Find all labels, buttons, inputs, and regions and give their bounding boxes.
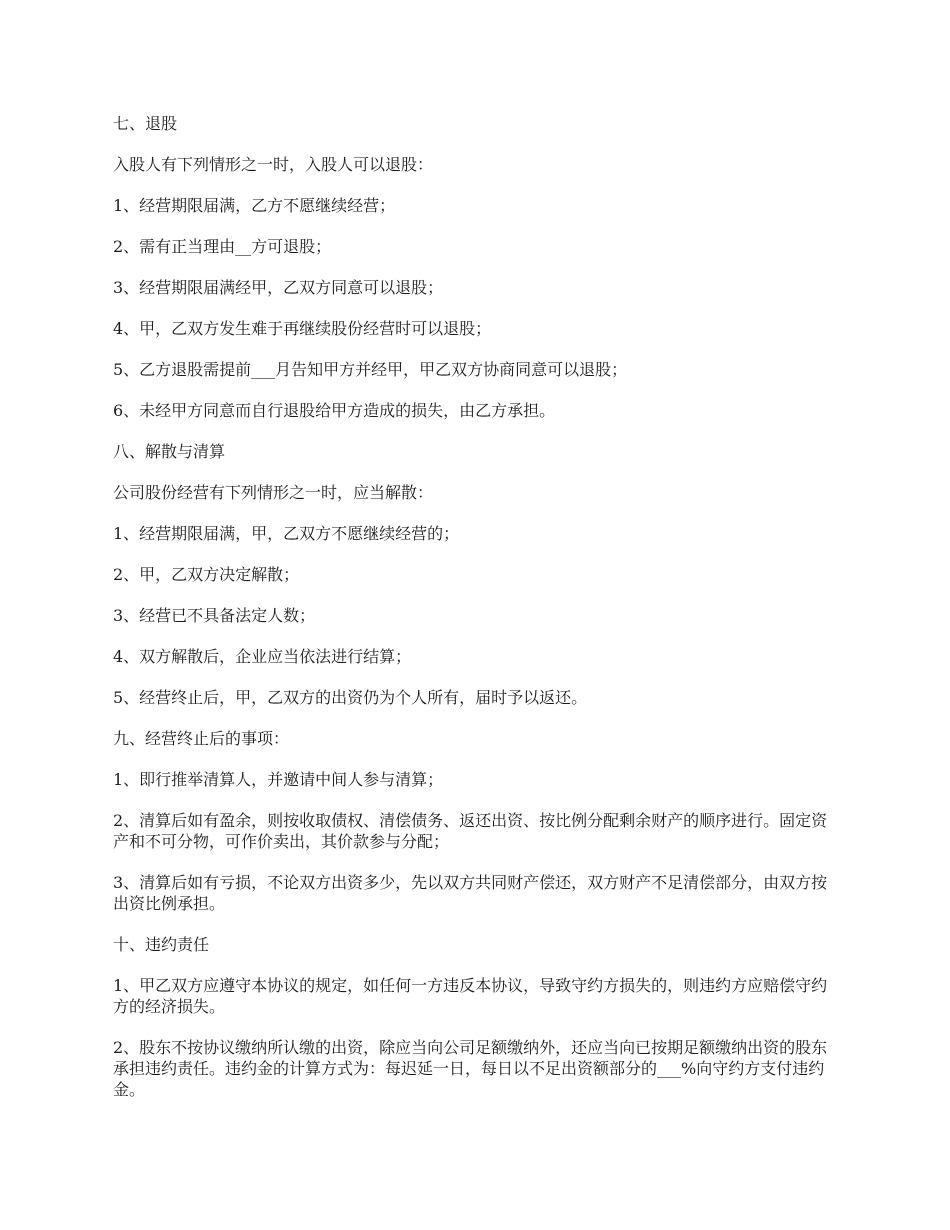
list-item: 2、甲，乙双方决定解散； [113, 565, 300, 584]
list-item: 3、经营期限届满经甲，乙双方同意可以退股； [113, 278, 444, 297]
section-heading-withdrawal: 七、退股 [113, 114, 178, 133]
list-item: 1、经营期限届满，乙方不愿继续经营； [113, 196, 396, 215]
list-item: 1、甲乙双方应遵守本协议的规定，如任何一方违反本协议，导致守约方损失的，则违约方应赔偿守约方的经济损失。 [113, 976, 828, 1016]
list-item: 5、乙方退股需提前___月告知甲方并经甲，甲乙双方协商同意可以退股； [113, 360, 628, 379]
list-item: 1、经营期限届满，甲，乙双方不愿继续经营的； [113, 524, 460, 543]
paragraph: 公司股份经营有下列情形之一时，应当解散： [113, 483, 434, 502]
list-item: 3、清算后如有亏损，不论双方出资多少，先以双方共同财产偿还，双方财产不足清偿部分，由双方按出资比例承担。 [113, 873, 828, 913]
list-item: 3、经营已不具备法定人数； [113, 606, 316, 625]
list-item: 2、需有正当理由__方可退股； [113, 237, 332, 256]
list-item: 5、经营终止后，甲，乙双方的出资仍为个人所有，届时予以返还。 [113, 688, 588, 707]
list-item: 2、股东不按协议缴纳所认缴的出资，除应当向公司足额缴纳外，还应当向已按期足额缴纳出资的股东承担违约责任。违约金的计算方式为：每迟延一日，每日以不足出资额部分的___%向守约方支付违约金。 [113, 1038, 828, 1099]
document-body [113, 113, 841, 1120]
list-item: 4、甲，乙双方发生难于再继续股份经营时可以退股； [113, 319, 492, 338]
list-item: 2、清算后如有盈余，则按收取债权、清偿债务、返还出资、按比例分配剩余财产的顺序进行。固定资产和不可分物，可作价卖出，其价款参与分配； [113, 811, 828, 851]
section-heading-termination: 九、经营终止后的事项： [113, 729, 290, 748]
paragraph: 入股人有下列情形之一时，入股人可以退股： [113, 155, 434, 174]
list-item: 6、未经甲方同意而自行退股给甲方造成的损失，由乙方承担。 [113, 401, 556, 420]
section-heading-liability: 十、违约责任 [113, 935, 210, 954]
section-heading-dissolution: 八、解散与清算 [113, 442, 226, 461]
list-item: 4、双方解散后，企业应当依法进行结算； [113, 647, 412, 666]
list-item: 1、即行推举清算人，并邀请中间人参与清算； [113, 770, 444, 789]
